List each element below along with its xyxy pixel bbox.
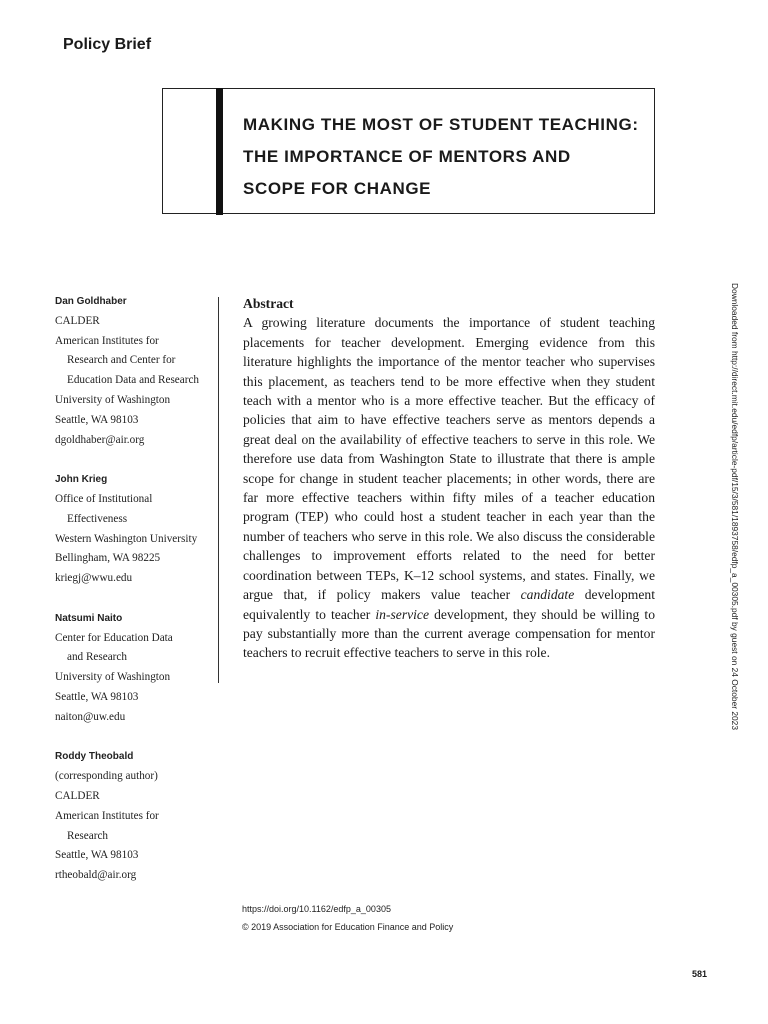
affiliation-line: Research and Center for [67,354,176,367]
title-line: SCOPE FOR CHANGE [243,179,432,198]
author-name: Roddy Theobald [55,751,134,763]
abstract-italic-term: candidate [520,587,575,603]
affiliation-line: Research [67,829,108,842]
affiliation-line: University of Washington [55,671,171,684]
author-name: John Krieg [55,474,108,486]
affiliation-line: CALDER [55,314,100,327]
author-block [55,609,220,728]
affiliation-line: Western Washington University [55,532,198,545]
author-name: Natsumi Naito [55,612,123,624]
abstract-text-part: development equivalently to teacher [243,587,655,622]
doi-link[interactable]: https://doi.org/10.1162/edfp_a_00305 [242,904,391,914]
affiliation-line: American Institutes for [55,809,159,822]
affiliation-line: Effectiveness [67,512,128,525]
abstract-text-part: development, they should be willing to pay substantially more than the current average compensation for mentor teachers to recruit effective teachers to serve in this role. [243,606,655,661]
author-block [55,470,220,589]
abstract-text-part: A growing literature documents the importance of student teaching placements for teacher development. Emerging evidence from this literature highlights the importance of the mentor teacher who supervises this placement, as teachers tend to be more effective when they student teach with a mentor who is a more effective teacher. But the efficacy of policies that aim to have effective teachers serve as mentors depends a great deal on the availability of effective teachers to serve in this role. We therefore use data from Washington State to illustrate that there is ample scope for change in student teacher placements; in other words, there are far more effective teachers within fifty miles of a teacher education program (TEP) who could host a student teacher in each year than the number of teachers who serve in this role. We also discuss the considerable challenges to improvement efforts related to the need for better coordination between TEPs, K–12 school systems, and states. Finally, we argue that, if policy makers value teacher [243,315,655,603]
affiliation-line: Education Data and Research [67,374,200,387]
section-label: Policy Brief [63,36,152,53]
page-number: 581 [692,969,708,979]
affiliation-line: and Research [67,651,127,664]
title-line: MAKING THE MOST OF STUDENT TEACHING: [243,115,639,134]
affiliation-divider [218,297,219,683]
author-email: rtheobald@air.org [55,869,137,882]
affiliation-line: Seattle, WA 98103 [55,413,139,426]
affiliation-line: CALDER [55,789,100,802]
copyright-notice: © 2019 Association for Education Finance and Policy [242,922,454,932]
author-email: naiton@uw.edu [55,710,126,723]
author-email: dgoldhaber@air.org [55,433,145,446]
abstract-italic-term: in-service [375,606,429,622]
abstract-text [243,313,655,662]
author-email: kriegj@wwu.edu [55,572,133,585]
author-list [55,292,220,906]
affiliation-line: Bellingham, WA 98225 [55,552,161,565]
affiliation-line: American Institutes for [55,334,159,347]
abstract-heading: Abstract [243,296,294,311]
abstract [243,294,655,663]
affiliation-line: Seattle, WA 98103 [55,690,139,703]
title-box [162,88,655,214]
author-block [55,292,220,450]
author-block [55,747,220,886]
title-accent-bar [216,88,223,215]
affiliation-line: (corresponding author) [55,770,158,783]
author-name: Dan Goldhaber [55,296,127,307]
affiliation-line: University of Washington [55,393,171,406]
affiliation-line: Office of Institutional [55,492,153,505]
title-line: THE IMPORTANCE OF MENTORS AND [243,147,571,166]
download-watermark: Downloaded from http://direct.mit.edu/edfp/article-pdf/15/3/581/1893758/edfp_a_00305.pdf by guest on 24 October 2023 [730,283,740,730]
affiliation-line: Seattle, WA 98103 [55,849,139,862]
footer [242,900,453,936]
article-title [243,109,639,205]
affiliation-line: Center for Education Data [55,631,173,644]
